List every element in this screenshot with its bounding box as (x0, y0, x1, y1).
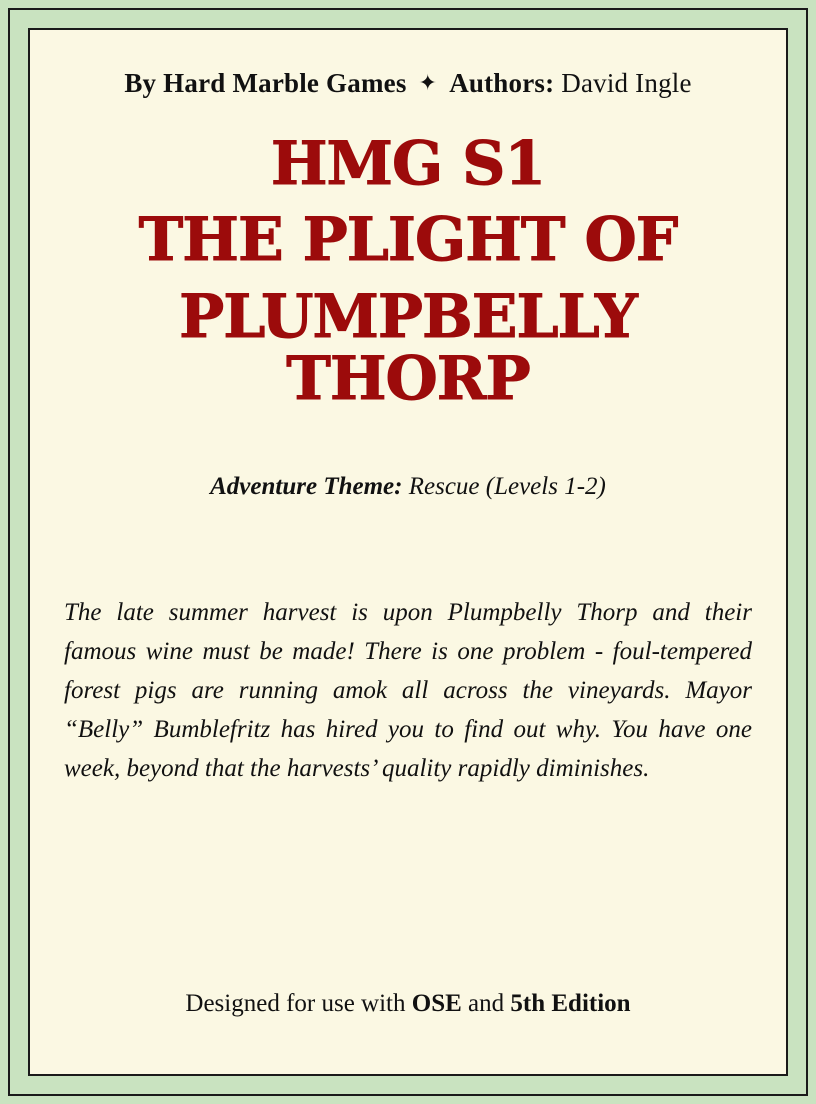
authors-value: David Ingle (554, 68, 692, 98)
publisher-name: By Hard Marble Games (124, 68, 407, 98)
title-line-1: HMG S1 (270, 129, 546, 199)
system-compatibility (185, 990, 630, 1018)
system-5e: 5th Edition (510, 990, 631, 1017)
diamond-icon: ✦ (418, 70, 438, 95)
title-line-3: PLUMPBELLY THORP (179, 281, 637, 415)
cover-panel (28, 28, 788, 1076)
adventure-theme (210, 473, 606, 501)
title-block (64, 129, 752, 415)
title-line-2: THE PLIGHT OF (138, 205, 678, 276)
cover-blurb: The late summer harvest is upon Plumpbelly Thorp and their famous wine must be made! There is one problem - foul-tempered forest pigs are running amok all across the vineyards. Mayor “Belly” Bumblefritz has hired you to find out why. You have one week, beyond that the harvests’ quality rapidly diminishes. (64, 598, 752, 782)
adventure-theme-value: Rescue (Levels 1-2) (402, 472, 606, 500)
footer-middle: and (461, 990, 511, 1017)
footer-prefix: Designed for use with (185, 990, 412, 1017)
credit-line (124, 68, 691, 99)
authors-label: Authors: (449, 68, 555, 98)
system-ose: OSE (411, 990, 462, 1017)
adventure-theme-label: Adventure Theme: (210, 472, 403, 500)
